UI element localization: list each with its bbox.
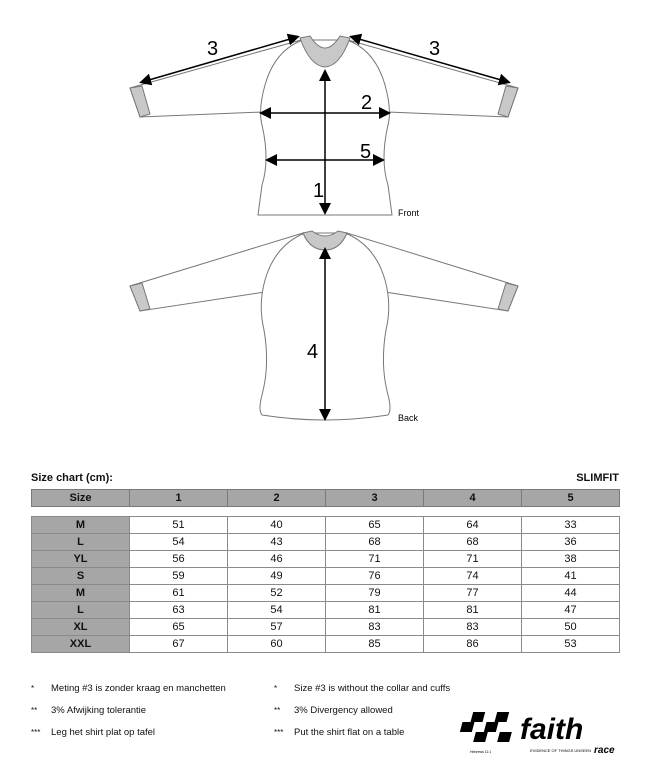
logo-tagline: EVIDENCE OF THINGS UNSEEN [530,748,592,753]
table-row: L 54 43 68 68 36 [32,534,620,551]
measure-2: 2 [361,92,373,114]
note-mark: *** [274,728,284,737]
note-mark: ** [31,706,38,715]
table-row: L 63 54 81 81 47 [32,602,620,619]
col-header-2: 2 [228,490,326,507]
table-row: M 61 52 79 77 44 [32,585,620,602]
measure-3-left: 3 [207,38,219,60]
note-nl-3 [31,727,155,738]
table-spacer [32,507,620,517]
note-mark: ** [274,706,281,715]
note-text: Leg het shirt plat op tafel [51,727,156,738]
col-header-5: 5 [522,490,620,507]
note-en-2 [274,705,393,716]
note-mark: * [274,684,278,693]
col-header-size: Size [32,490,130,507]
logo-small: Hebrews 11:1 [470,750,492,754]
note-nl-1 [31,683,226,694]
fit-label: SLIMFIT [576,472,619,484]
note-en-1 [274,683,450,694]
back-shirt [130,231,518,420]
col-header-3: 3 [326,490,424,507]
col-header-1: 1 [130,490,228,507]
size-chart-header-row [32,490,620,507]
checkered-flag-icon [460,712,512,742]
front-label: Front [398,208,420,218]
size-chart-table [31,489,620,653]
size-chart-title: Size chart (cm): [31,472,113,484]
note-mark: * [31,684,35,693]
note-text: Size #3 is without the collar and cuffs [294,683,451,694]
col-header-4: 4 [424,490,522,507]
note-nl-2 [31,705,146,716]
note-mark: *** [31,728,41,737]
logo-word: faith [520,713,584,746]
table-row: XXL 67 60 85 86 53 [32,636,620,653]
table-row: XL 65 57 83 83 50 [32,619,620,636]
note-text: Meting #3 is zonder kraag en manchetten [51,683,226,694]
back-label: Back [398,413,419,423]
measure-3-right: 3 [429,38,441,60]
size-chart-header [31,472,619,488]
table-row: S 59 49 76 74 41 [32,568,620,585]
measure-4: 4 [307,341,319,363]
measure-1: 1 [313,180,325,202]
logo-sub: race [594,745,615,756]
note-text: Put the shirt flat on a table [294,727,405,738]
faith-race-logo [456,709,621,757]
note-en-3 [274,727,404,738]
note-text: 3% Divergency allowed [294,705,393,716]
table-row: M 51 40 65 64 33 [32,517,620,534]
measure-5: 5 [360,141,372,163]
table-row: YL 56 46 71 71 38 [32,551,620,568]
note-text: 3% Afwijking tolerantie [51,705,147,716]
